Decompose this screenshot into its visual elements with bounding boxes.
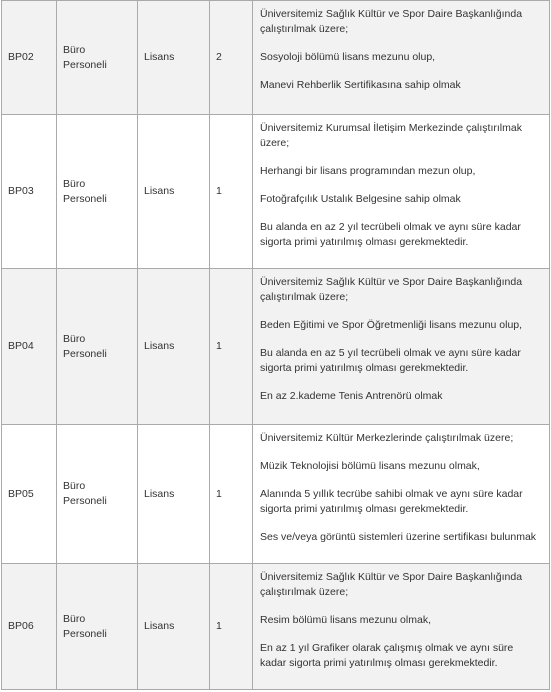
education-level: Lisans	[138, 564, 210, 690]
requirement-line: Üniversitemiz Sağlık Kültür ve Spor Daire Başkanlığında çalıştırılmak üzere;	[260, 276, 523, 303]
position-title: Büro Personeli	[57, 425, 138, 564]
requirement-line: Manevi Rehberlik Sertifikasına sahip olmak	[260, 79, 461, 91]
requirement-line: En az 2.kademe Tenis Antrenörü olmak	[260, 390, 443, 402]
position-title: Büro Personeli	[57, 564, 138, 690]
table-row	[2, 564, 550, 690]
requirement-line: Üniversitemiz Sağlık Kültür ve Spor Daire Başkanlığında çalıştırılmak üzere;	[260, 571, 523, 598]
education-level: Lisans	[138, 269, 210, 425]
position-title: Büro Personeli	[57, 1, 138, 115]
requirement-line: Sosyoloji bölümü lisans mezunu olup,	[260, 51, 436, 63]
education-level: Lisans	[138, 425, 210, 564]
requirement-line: Müzik Teknolojisi bölümü lisans mezunu olmak,	[260, 460, 480, 472]
table-row	[2, 425, 550, 564]
requirements-cell	[253, 269, 550, 425]
requirement-line: Alanında 5 yıllık tecrübe sahibi olmak ve aynı süre kadar sigorta primi yatırılmış olması gerekmektedir.	[260, 488, 523, 515]
positions-table	[1, 0, 550, 690]
requirements-cell	[253, 1, 550, 115]
requirement-line: Fotoğrafçılık Ustalık Belgesine sahip olmak	[260, 193, 461, 205]
position-code: BP02	[2, 1, 57, 115]
requirement-line: Üniversitemiz Sağlık Kültür ve Spor Daire Başkanlığında çalıştırılmak üzere;	[260, 8, 523, 35]
position-code: BP06	[2, 564, 57, 690]
requirement-line: Resim bölümü lisans mezunu olmak,	[260, 614, 431, 626]
table-row	[2, 269, 550, 425]
position-count: 1	[210, 269, 253, 425]
position-count: 1	[210, 564, 253, 690]
requirement-line: Üniversitemiz Kurumsal İletişim Merkezinde çalıştırılmak üzere;	[260, 122, 522, 149]
table-row	[2, 115, 550, 269]
requirement-line: Ses ve/veya görüntü sistemleri üzerine sertifikası bulunmak	[260, 531, 537, 543]
position-code: BP03	[2, 115, 57, 269]
position-count: 2	[210, 1, 253, 115]
requirements-cell	[253, 425, 550, 564]
education-level: Lisans	[138, 1, 210, 115]
requirements-cell	[253, 564, 550, 690]
requirements-cell	[253, 115, 550, 269]
position-title: Büro Personeli	[57, 115, 138, 269]
requirement-line: Üniversitemiz Kültür Merkezlerinde çalıştırılmak üzere;	[260, 432, 514, 444]
requirement-line: Bu alanda en az 5 yıl tecrübeli olmak ve aynı süre kadar sigorta primi yatırılmış olması gerekmektedir.	[260, 347, 521, 374]
position-count: 1	[210, 115, 253, 269]
requirement-line: Beden Eğitimi ve Spor Öğretmenliği lisans mezunu olup,	[260, 319, 523, 331]
requirement-line: Herhangi bir lisans programından mezun olup,	[260, 165, 476, 177]
position-code: BP04	[2, 269, 57, 425]
requirement-line: En az 1 yıl Grafiker olarak çalışmış olmak ve aynı süre kadar sigorta primi yatırılmış olması gerekmektedir.	[260, 642, 514, 669]
position-code: BP05	[2, 425, 57, 564]
table-row	[2, 1, 550, 115]
education-level: Lisans	[138, 115, 210, 269]
position-count: 1	[210, 425, 253, 564]
position-title: Büro Personeli	[57, 269, 138, 425]
requirement-line: Bu alanda en az 2 yıl tecrübeli olmak ve aynı süre kadar sigorta primi yatırılmış olması gerekmektedir.	[260, 221, 521, 248]
